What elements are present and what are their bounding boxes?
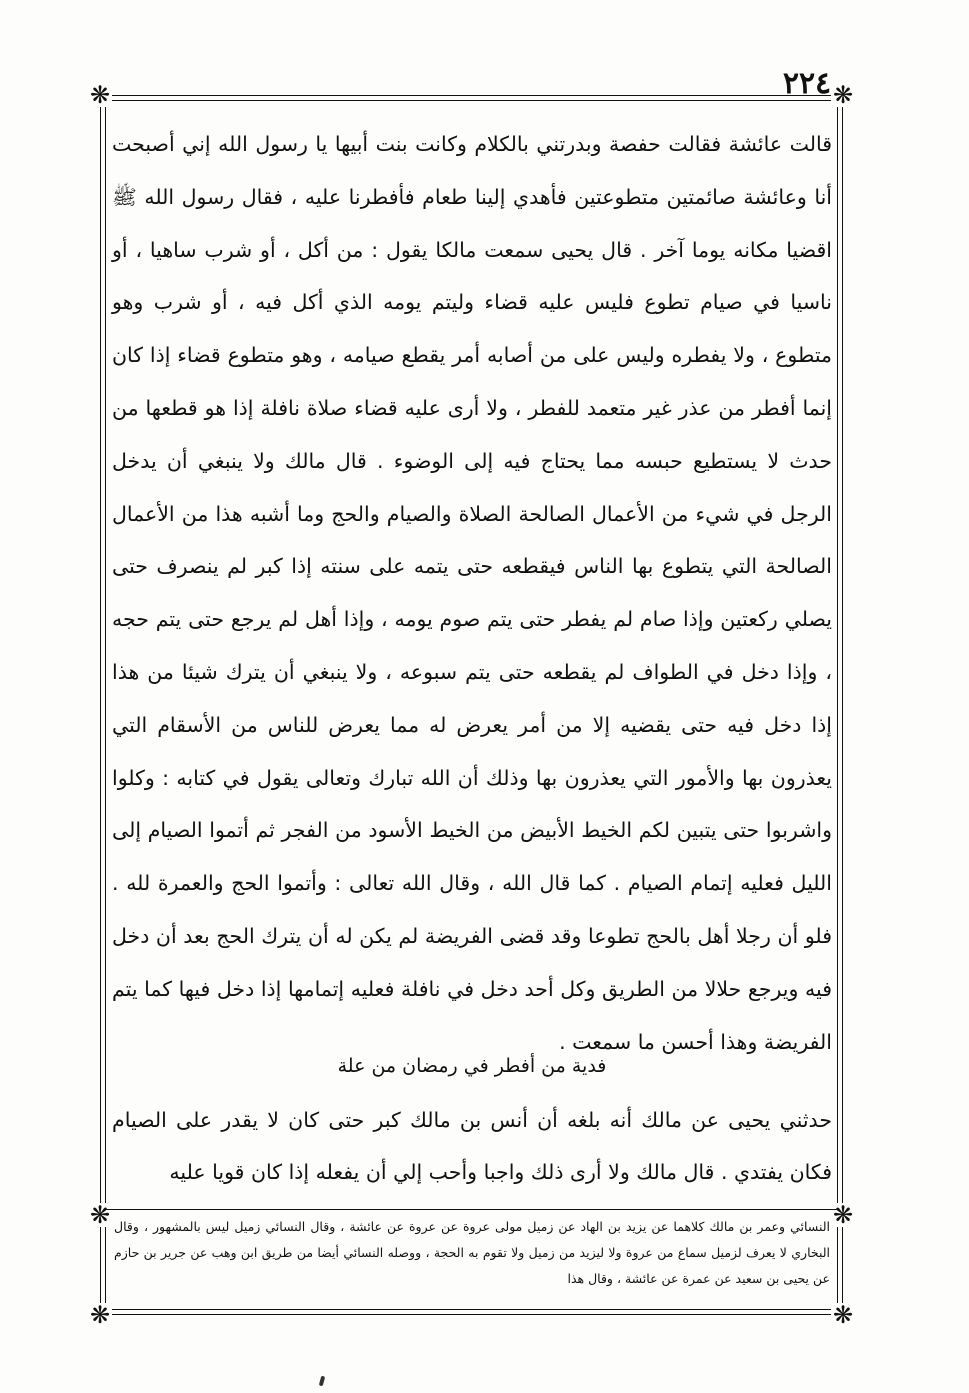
section-heading: فدية من أفطر في رمضان من علة <box>337 1055 607 1077</box>
corner-ornament-icon: ❋ <box>89 81 111 109</box>
corner-ornament-icon: ❋ <box>832 81 854 109</box>
section-body-text: حدثني يحيى عن مالك أنه بلغه أن أنس بن مالك كبر حتى كان لا يقدر على الصيام فكان يفتدي . قال مالك ولا أرى ذلك واجبا وأحب إلي أن يفعله إذا كان قويا عليه <box>112 1108 832 1184</box>
ink-mark <box>319 1376 325 1387</box>
corner-ornament-icon: ❋ <box>89 1201 111 1229</box>
footnote-text: النسائي وعمر بن مالك كلاهما عن يزيد بن الهاد عن زميل مولى عروة عن عروة عن عائشة ، وقال النسائي زميل ليس بالمشهور ، وقال البخاري لا يعرف لزميل سماع من عروة ولا ليزيد من زميل ولا تقوم به الحجة ، ووصله النسائي أيضا من طريق ابن وهب عن جرير بن حازم عن يحيى بن سعيد عن عمرة عن عائشة ، وقال هذا <box>114 1219 830 1286</box>
corner-ornament-icon: ❋ <box>832 1201 854 1229</box>
corner-ornament-icon: ❋ <box>89 1301 111 1329</box>
page-number: ٢٢٤ <box>782 66 832 101</box>
footnote-separator <box>104 1209 839 1210</box>
corner-ornament-icon: ❋ <box>832 1301 854 1329</box>
main-body-text: قالت عائشة فقالت حفصة وبدرتني بالكلام وكانت بنت أبيها يا رسول الله إني أصبحت أنا وعائشة صائمتين متطوعتين فأهدي إلينا طعام فأفطرنا عليه ، فقال رسول الله ﷺ اقضيا مكانه يوما آخر . قال يحيى سمعت مالكا يقول : من أكل ، أو شرب ساهيا ، أو ناسيا في صيام تطوع فليس عليه قضاء وليتم يومه الذي أكل فيه ، أو شرب وهو متطوع ، ولا يفطره وليس على من أصابه أمر يقطع صيامه ، وهو متطوع قضاء إذا كان إنما أفطر من عذر غير متعمد للفطر ، ولا أرى عليه قضاء صلاة نافلة إذا هو قطعها من حدث لا يستطيع حبسه مما يحتاج فيه إلى الوضوء . قال مالك ولا ينبغي أن يدخل الرجل في شيء من الأعمال الصالحة الصلاة والصيام والحج وما أشبه هذا من الأعمال الصالحة التي يتطوع بها الناس فيقطعه حتى يتمه على سنته إذا كبر لم ينصرف حتى يصلي ركعتين وإذا صام لم يفطر حتى يتم صوم يومه ، وإذا أهل لم يرجع حتى يتم حجه ، وإذا دخل في الطواف لم يقطعه حتى يتم سبوعه ، ولا ينبغي أن يترك شيئا من هذا إذا دخل فيه حتى يقضيه إلا من أمر يعرض له مما يعرض للناس من الأسقام التي يعذرون بها والأمور التي يعذرون بها وذلك أن الله تبارك وتعالى يقول في كتابه : وكلوا واشربوا حتى يتبين لكم الخيط الأبيض من الخيط الأسود من الفجر ثم أتموا الصيام إلى الليل فعليه إتمام الصيام . كما قال الله ، وقال الله تعالى : وأتموا الحج والعمرة لله . فلو أن رجلا أهل بالحج تطوعا وقد قضى الفريضة لم يكن له أن يترك الحج بعد أن دخل فيه ويرجع حلالا من الطريق وكل أحد دخل في نافلة فعليه إتمامها إذا دخل فيها كما يتم الفريضة وهذا أحسن ما سمعت . <box>112 132 832 1054</box>
